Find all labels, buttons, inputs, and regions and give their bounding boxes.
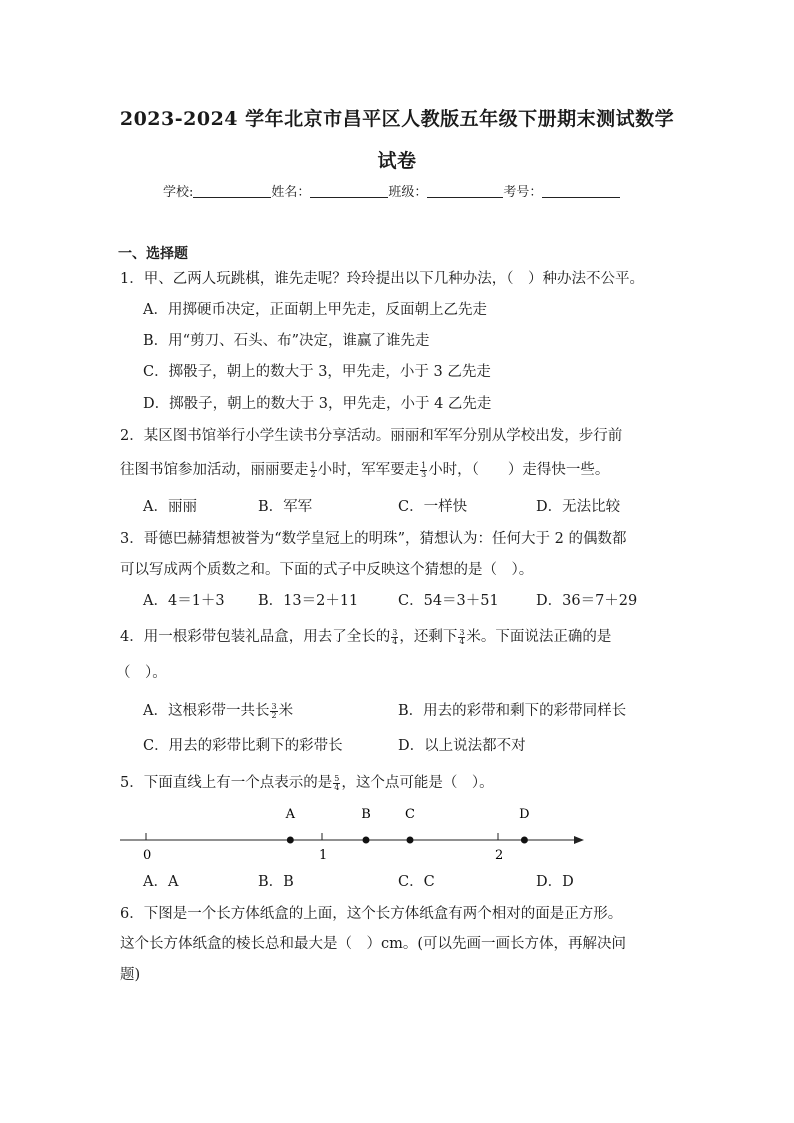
exam-title-line2: 试卷 — [377, 150, 417, 172]
q2-frac1-num: 1 — [310, 460, 316, 470]
q4-stem-line1 — [120, 627, 611, 647]
q5-option-a: A．A — [143, 874, 179, 890]
q2-option-a: A．丽丽 — [143, 499, 197, 515]
exam-no-label: 考号： — [503, 185, 543, 200]
q2-frac2-den: 3 — [421, 469, 427, 479]
q2-frac2-num: 1 — [421, 460, 427, 470]
q3-stem-line2: 可以写成两个质数之和。下面的式子中反映这个猜想的是（ ）。 — [120, 562, 534, 578]
number-line-point-label-b: B — [361, 807, 371, 822]
q2-fraction-1 — [310, 462, 317, 479]
q2-frac1-den: 2 — [310, 469, 316, 479]
q2-stem-line1: 2．某区图书馆举行小学生读书分享活动。丽丽和军军分别从学校出发，步行前 — [120, 428, 623, 444]
number-line-tick-label-1: 1 — [319, 848, 328, 863]
q1-stem: 1．甲、乙两人玩跳棋，谁先走呢？玲玲提出以下几种办法，（ ）种办法不公平。 — [120, 271, 644, 287]
q3-option-c: C．54＝3＋51 — [398, 593, 499, 609]
q4-option-d: D．以上说法都不对 — [398, 738, 526, 754]
q4-fraction-2 — [458, 629, 465, 646]
q5-fraction — [333, 775, 340, 792]
q5-text-b: ，这个点可能是（ ）。 — [341, 775, 494, 791]
q1-option-d: D．掷骰子，朝上的数大于 3，甲先走，小于 4 乙先走 — [143, 396, 492, 412]
q2-option-d: D．无法比较 — [536, 499, 621, 515]
q4-option-c: C．用去的彩带比剩下的彩带长 — [143, 738, 343, 754]
school-label: 学校: — [163, 185, 194, 200]
q5-frac-den: 4 — [334, 782, 340, 792]
q5-frac-num: 5 — [334, 773, 340, 783]
q4-frac1-den: 4 — [392, 636, 398, 646]
q4-optA-frac-num: 3 — [271, 701, 277, 711]
number-line-point-b — [363, 837, 370, 844]
number-line-figure — [0, 800, 794, 870]
q5-option-d: D．D — [536, 874, 574, 890]
q4-stem-line2: （ ）。 — [116, 665, 167, 681]
number-line-arrowhead — [574, 836, 584, 844]
q1-option-c: C．掷骰子，朝上的数大于 3，甲先走，小于 3 乙先走 — [143, 364, 491, 380]
student-info-row — [163, 181, 620, 200]
q4-text-a: 4．用一根彩带包装礼品盒，用去了全长的 — [120, 629, 391, 645]
q4-optA-fraction — [270, 703, 277, 720]
number-line-point-a — [287, 837, 294, 844]
q5-option-c: C．C — [398, 874, 435, 890]
q3-option-d: D．36＝7＋29 — [536, 593, 638, 609]
q2-text-b: 小时，军军要走 — [317, 462, 420, 478]
q2-option-b: B．军军 — [258, 499, 313, 515]
q4-option-a — [143, 701, 293, 721]
q4-frac1-num: 3 — [392, 627, 398, 637]
number-line-point-label-d: D — [519, 807, 530, 822]
q5-option-b: B．B — [258, 874, 294, 890]
q2-text-a: 往图书馆参加活动，丽丽要走 — [120, 462, 309, 478]
q4-option-b: B．用去的彩带和剩下的彩带同样长 — [398, 703, 627, 719]
q3-stem-line1: 3．哥德巴赫猜想被誉为“数学皇冠上的明珠”，猜想认为：任何大于 2 的偶数都 — [120, 531, 627, 547]
q4-optA-text-b: 米 — [278, 703, 294, 719]
q2-text-c: 小时，（ ）走得快一些。 — [428, 462, 610, 478]
q6-stem-line1: 6．下图是一个长方体纸盒的上面，这个长方体纸盒有两个相对的面是正方形。 — [120, 906, 623, 922]
section-heading: 一、选择题 — [118, 246, 188, 262]
school-blank[interactable] — [193, 184, 271, 198]
q4-frac2-num: 3 — [459, 627, 465, 637]
exam-title-line1: 2023-2024 学年北京市昌平区人教版五年级下册期末测试数学 — [119, 108, 675, 130]
q6-stem-line2: 这个长方体纸盒的棱长总和最大是（ ）cm。(可以先画一画长方体，再解决问 — [120, 936, 627, 952]
q3-option-b: B．13＝2＋11 — [258, 593, 359, 609]
q4-fraction-1 — [391, 629, 398, 646]
q1-option-a: A．用掷硬币决定，正面朝上甲先走，反面朝上乙先走 — [143, 302, 487, 318]
class-blank[interactable] — [427, 184, 503, 198]
q4-optA-frac-den: 2 — [271, 710, 277, 720]
number-line-point-label-a: A — [285, 807, 296, 822]
q5-text-a: 5．下面直线上有一个点表示的是 — [120, 775, 333, 791]
class-label: 班级： — [388, 185, 428, 200]
name-blank[interactable] — [310, 184, 388, 198]
name-label: 姓名： — [271, 185, 311, 200]
q5-stem — [120, 773, 494, 793]
number-line-tick-label-0: 0 — [143, 848, 152, 863]
q2-stem-line2 — [120, 460, 609, 480]
exam-no-blank[interactable] — [542, 184, 620, 198]
number-line-tick-label-2: 2 — [495, 848, 504, 863]
number-line-point-c — [407, 837, 414, 844]
q4-optA-text-a: A．这根彩带一共长 — [143, 703, 270, 719]
number-line-point-label-c: C — [405, 807, 415, 822]
q2-fraction-2 — [420, 462, 427, 479]
q3-option-a: A．4＝1＋3 — [143, 593, 225, 609]
number-line-point-d — [521, 837, 528, 844]
q6-stem-line3: 题) — [120, 967, 141, 983]
q1-option-b: B．用“剪刀、石头、布”决定，谁赢了谁先走 — [143, 333, 430, 349]
q2-option-c: C．一样快 — [398, 499, 468, 515]
q4-text-b: ，还剩下 — [399, 629, 458, 645]
q4-text-c: 米。下面说法正确的是 — [466, 629, 612, 645]
q4-frac2-den: 4 — [459, 636, 465, 646]
